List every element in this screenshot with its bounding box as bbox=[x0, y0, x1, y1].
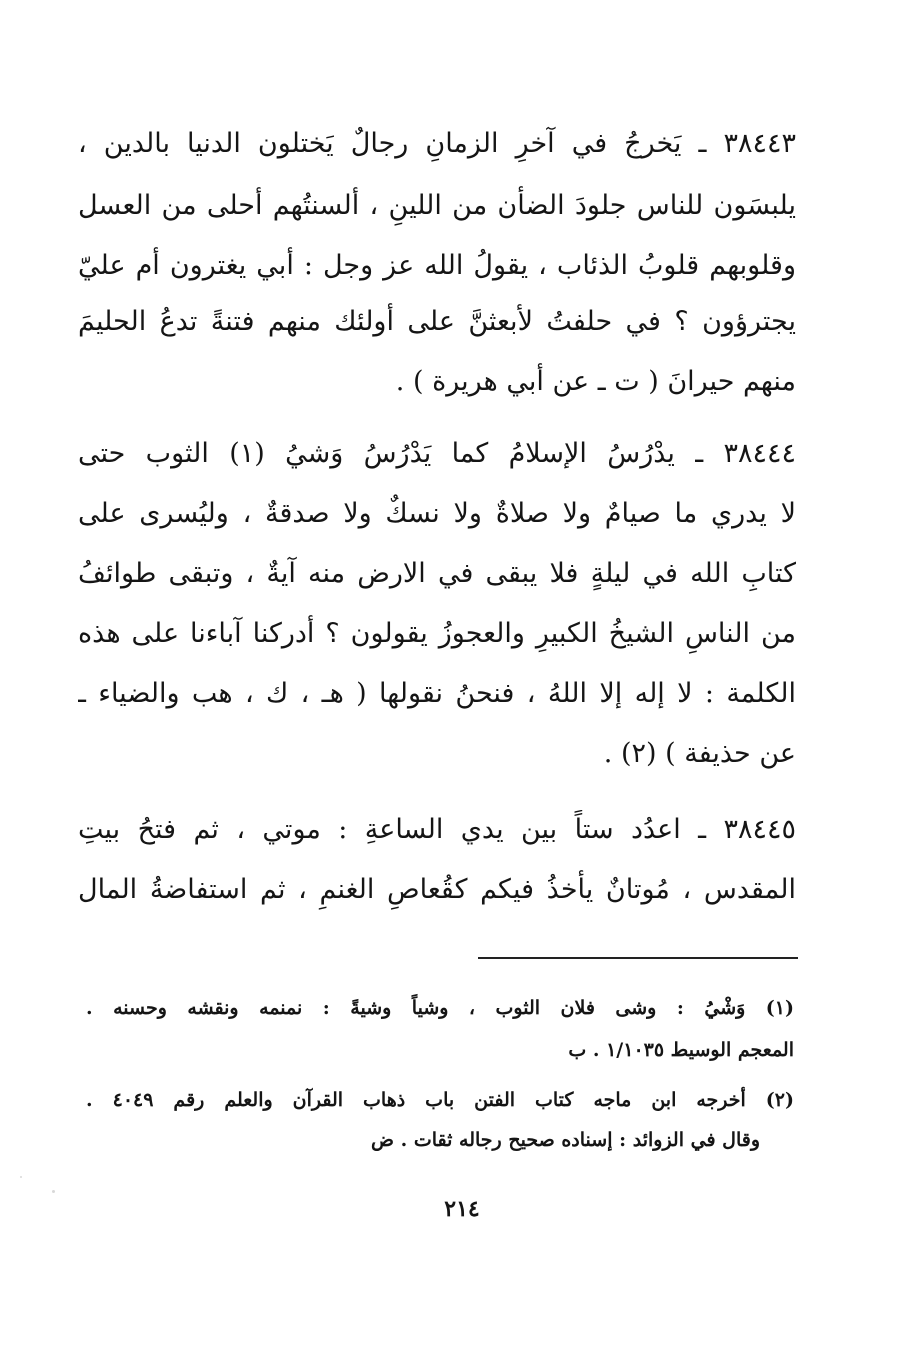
text-line-9: من الناسِ الشيخُ الكبيرِ والعجوزُ يقولون ؟ أدركنا آباءنا على هذه bbox=[78, 618, 796, 649]
footnote-2-line-2: وقال في الزوائد : إسناده صحيح رجاله ثقات . ض bbox=[371, 1129, 760, 1151]
text-line-2: يلبسَون للناس جلودَ الضأن من اللينِ ، ألسنتُهم أحلى من العسل bbox=[78, 190, 796, 221]
text-line-3: وقلوبهم قلوبُ الذئاب ، يقولُ الله عز وجل : أبي يغترون أم عليّ bbox=[78, 250, 796, 281]
text-line-12: ٣٨٤٤٥ ـ اعدُد ستاً بين يدي الساعةِ : موتي ، ثم فتحُ بيتِ bbox=[78, 814, 796, 845]
text-line-4: يجترؤون ؟ في حلفتُ لأبعثنَّ على أولئك منهم فتنةً تدعُ الحليمَ bbox=[78, 306, 796, 337]
text-line-5: منهم حيرانَ ( ت ـ عن أبي هريرة ) . bbox=[395, 366, 796, 397]
text-line-11: عن حذيفة ) (٢) . bbox=[603, 738, 796, 769]
page-number: ٢١٤ bbox=[444, 1196, 480, 1222]
text-line-7: لا يدري ما صيامٌ ولا صلاةٌ ولا نسكٌ ولا صدقةٌ ، وليُسرى على bbox=[78, 498, 796, 529]
footnote-separator bbox=[478, 957, 798, 959]
footnote-1-line-2: المعجم الوسيط ١/١٠٣٥ . ب bbox=[568, 1039, 794, 1061]
text-line-1: ٣٨٤٤٣ ـ يَخرجُ في آخرِ الزمانِ رجالٌ يَختلون الدنيا بالدين ، bbox=[78, 128, 796, 159]
footnote-1-line-1: (١) وَشْيُ : وشى فلان الثوب ، وشياً وشيةً : نمنمه ونقشه وحسنه . bbox=[86, 997, 794, 1019]
text-line-6: ٣٨٤٤٤ ـ يدْرُسُ الإسلامُ كما يَدْرُسُ وَشيُ (١) الثوب حتى bbox=[78, 438, 796, 469]
scan-speck bbox=[52, 1190, 55, 1193]
text-line-8: كتابِ الله في ليلةٍ فلا يبقى في الارض منه آيةٌ ، وتبقى طوائفُ bbox=[78, 558, 796, 589]
text-line-13: المقدس ، مُوتانٌ يأخذُ فيكم كقُعاصِ الغنمِ ، ثم استفاضةُ المال bbox=[78, 874, 796, 905]
text-line-10: الكلمة : لا إله إلا اللهُ ، فنحنُ نقولها ( هـ ، ك ، هب والضياء ـ bbox=[78, 678, 796, 709]
footnote-2-line-1: (٢) أخرجه ابن ماجه كتاب الفتن باب ذهاب القرآن والعلم رقم ٤٠٤٩ . bbox=[86, 1089, 794, 1111]
scan-speck bbox=[20, 1176, 22, 1178]
